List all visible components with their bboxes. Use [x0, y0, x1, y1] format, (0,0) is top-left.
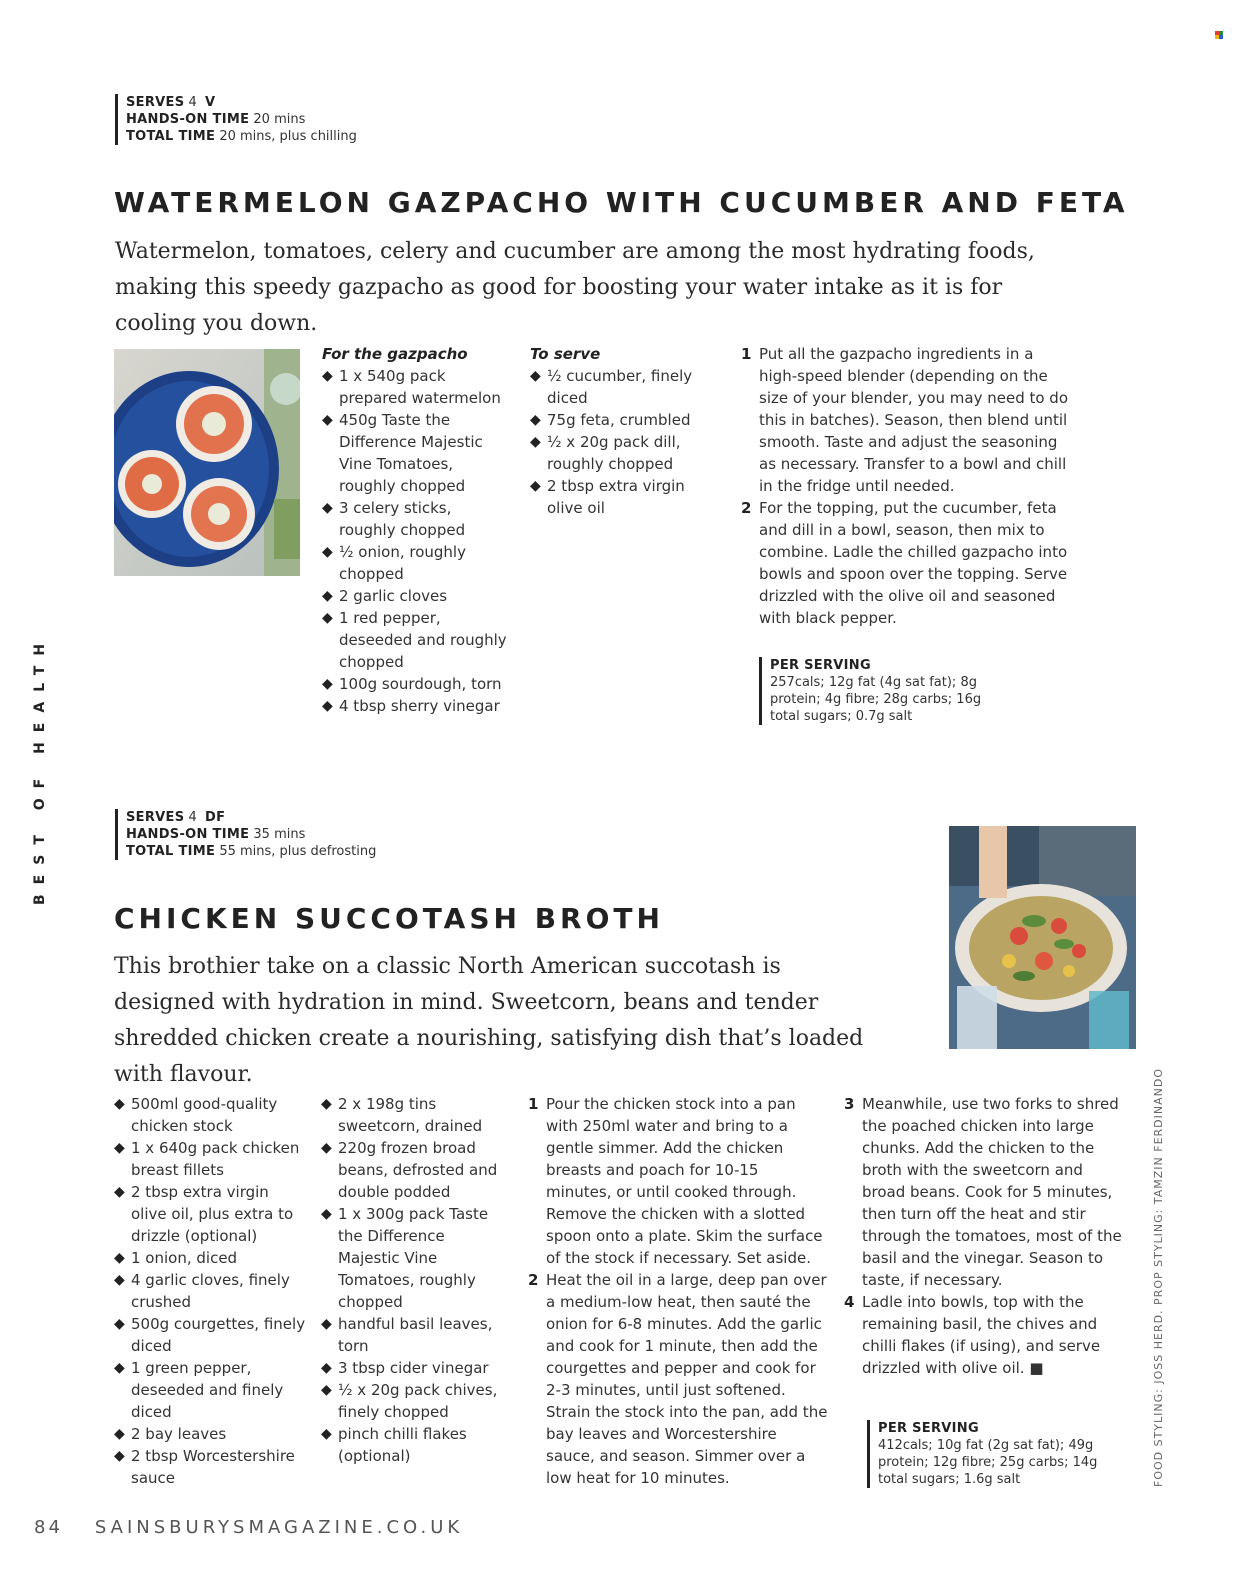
recipe1-nutrition: PER SERVING 257cals; 12g fat (4g sat fat); 8g protein; 4g fibre; 28g carbs; 16g total sugars; 0.7g salt: [759, 657, 999, 725]
recipe2-intro: This brothier take on a classic North American succotash is designed with hydration in mind. Sweetcorn, beans and tender shredded chicken create a nourishing, satisfying dish that’s loaded with flavour.: [114, 954, 864, 1087]
recipe2-ingredients-b: [321, 1093, 511, 1467]
ingredient-item: ◆ 2 tbsp extra virgin olive oil, plus extra to drizzle (optional): [114, 1183, 294, 1245]
ingredient-item: ◆ 220g frozen broad beans, defrosted and double podded: [321, 1139, 498, 1201]
ingredient-item: ◆ 1 onion, diced: [114, 1249, 238, 1267]
recipe1-method: [741, 343, 1071, 629]
recipe2-method-a: [528, 1093, 828, 1489]
ingredient-item: ◆ pinch chilli flakes (optional): [321, 1425, 467, 1465]
ingredient-item: ◆ 1 green pepper, deseeded and finely diced: [114, 1359, 284, 1421]
recipe2-title: CHICKEN SUCCOTASH BROTH: [114, 902, 664, 935]
recipe1-gazpacho-ingredients: [322, 343, 512, 717]
recipe2-nutrition: PER SERVING 412cals; 10g fat (2g sat fat); 49g protein; 12g fibre; 25g carbs; 14g total sugars; 1.6g salt: [867, 1420, 1107, 1488]
method-step: 1 Put all the gazpacho ingredients in a high-speed blender (depending on the size of your blender, you may need to do this in batches). Season, then blend until smooth. Taste and adjust the seasoning as necessary. Transfer to a bowl and chill in the fridge until needed.: [741, 345, 1069, 495]
recipe1-meta: SERVES 4 V HANDS-ON TIME 20 mins TOTAL TIME 20 mins, plus chilling: [115, 94, 357, 145]
ingredient-item: ◆ 1 red pepper, deseeded and roughly chopped: [322, 609, 507, 671]
method-step: 3 Meanwhile, use two forks to shred the poached chicken into large chunks. Add the chicken to the broth with the sweetcorn and broad beans. Cook for 5 minutes, then turn off the heat and stir through the tomatoes, most of the basil and the vinegar. Season to taste, if necessary.: [844, 1095, 1122, 1289]
ingredient-item: ◆ ½ onion, roughly chopped: [322, 543, 466, 583]
ingredient-item: ◆ 2 tbsp extra virgin olive oil: [530, 477, 685, 517]
ingredient-item: ◆ handful basil leaves, torn: [321, 1315, 493, 1355]
recipe1-title: WATERMELON GAZPACHO WITH CUCUMBER AND FETA: [114, 186, 1129, 219]
ingredient-item: ◆ 2 garlic cloves: [322, 587, 448, 605]
recipe1-serve-ingredients: [530, 343, 705, 519]
section-label: BEST OF HEALTH: [32, 633, 48, 905]
gazpacho-heading: For the gazpacho: [322, 345, 468, 363]
recipe2-meta: SERVES 4 DF HANDS-ON TIME 35 mins TOTAL TIME 55 mins, plus defrosting: [115, 809, 376, 860]
recipe2-method-b: [844, 1093, 1126, 1379]
ingredient-item: ◆ 4 tbsp sherry vinegar: [322, 697, 500, 715]
ingredient-item: ◆ 1 x 300g pack Taste the Difference Majestic Vine Tomatoes, roughly chopped: [321, 1205, 489, 1311]
color-mark: [1215, 31, 1223, 39]
method-step: 2 Heat the oil in a large, deep pan over a medium-low heat, then sauté the onion for 6-8 minutes. Add the garlic and cook for 1 minute, then add the courgettes and pepper and cook for 2-3 minutes, until just softened. Strain the stock into the pan, add the bay leaves and Worcestershire sauce, and season. Simmer over a low heat for 10 minutes.: [528, 1271, 828, 1487]
ingredient-item: ◆ 4 garlic cloves, finely crushed: [114, 1271, 290, 1311]
ingredient-item: ◆ ½ cucumber, finely diced: [530, 367, 693, 407]
ingredient-item: ◆ 2 x 198g tins sweetcorn, drained: [321, 1095, 483, 1135]
method-step: 4 Ladle into bowls, top with the remaining basil, the chives and chilli flakes (if using), and serve drizzled with olive oil. ■: [844, 1293, 1101, 1377]
page-number: 84: [34, 1517, 63, 1538]
ingredient-item: ◆ 450g Taste the Difference Majestic Vine Tomatoes, roughly chopped: [322, 411, 483, 495]
ingredient-item: ◆ 1 x 540g pack prepared watermelon: [322, 367, 501, 407]
ingredient-item: ◆ 500ml good-quality chicken stock: [114, 1095, 278, 1135]
recipe1-intro: Watermelon, tomatoes, celery and cucumber are among the most hydrating foods, making this speedy gazpacho as good for boosting your water intake as it is for cooling you down.: [115, 239, 1035, 336]
ingredient-item: ◆ ½ x 20g pack chives, finely chopped: [321, 1381, 498, 1421]
succotash-photo: [949, 826, 1136, 1049]
ingredient-item: ◆ 100g sourdough, torn: [322, 675, 502, 693]
ingredient-item: ◆ 2 bay leaves: [114, 1425, 227, 1443]
magazine-website: SAINSBURYSMAGAZINE.CO.UK: [94, 1517, 464, 1538]
method-step: 1 Pour the chicken stock into a pan with 250ml water and bring to a gentle simmer. Add the chicken breasts and poach for 10-15 minutes, or until cooked through. Remove the chicken with a slotted spoon onto a plate. Skim the surface of the stock if necessary. Set aside.: [528, 1095, 823, 1267]
ingredient-item: ◆ ½ x 20g pack dill, roughly chopped: [530, 433, 681, 473]
photo-credit: FOOD STYLING: JOSS HERD. PROP STYLING: TAMZIN FERDINANDO: [1152, 1068, 1165, 1487]
ingredient-item: ◆ 500g courgettes, finely diced: [114, 1315, 306, 1355]
ingredient-item: ◆ 1 x 640g pack chicken breast fillets: [114, 1139, 300, 1179]
recipe2-ingredients-a: [114, 1093, 306, 1489]
ingredient-item: ◆ 2 tbsp Worcestershire sauce: [114, 1447, 295, 1487]
ingredient-item: ◆ 75g feta, crumbled: [530, 411, 691, 429]
ingredient-item: ◆ 3 tbsp cider vinegar: [321, 1359, 489, 1377]
serve-heading: To serve: [530, 345, 601, 363]
page-footer: [34, 1517, 463, 1538]
method-step: 2 For the topping, put the cucumber, feta and dill in a bowl, season, then mix to combine. Ladle the chilled gazpacho into bowls and spoon over the topping. Serve drizzled with the olive oil and seasoned with black pepper.: [741, 499, 1068, 627]
ingredient-item: ◆ 3 celery sticks, roughly chopped: [322, 499, 466, 539]
gazpacho-photo: [114, 349, 300, 576]
